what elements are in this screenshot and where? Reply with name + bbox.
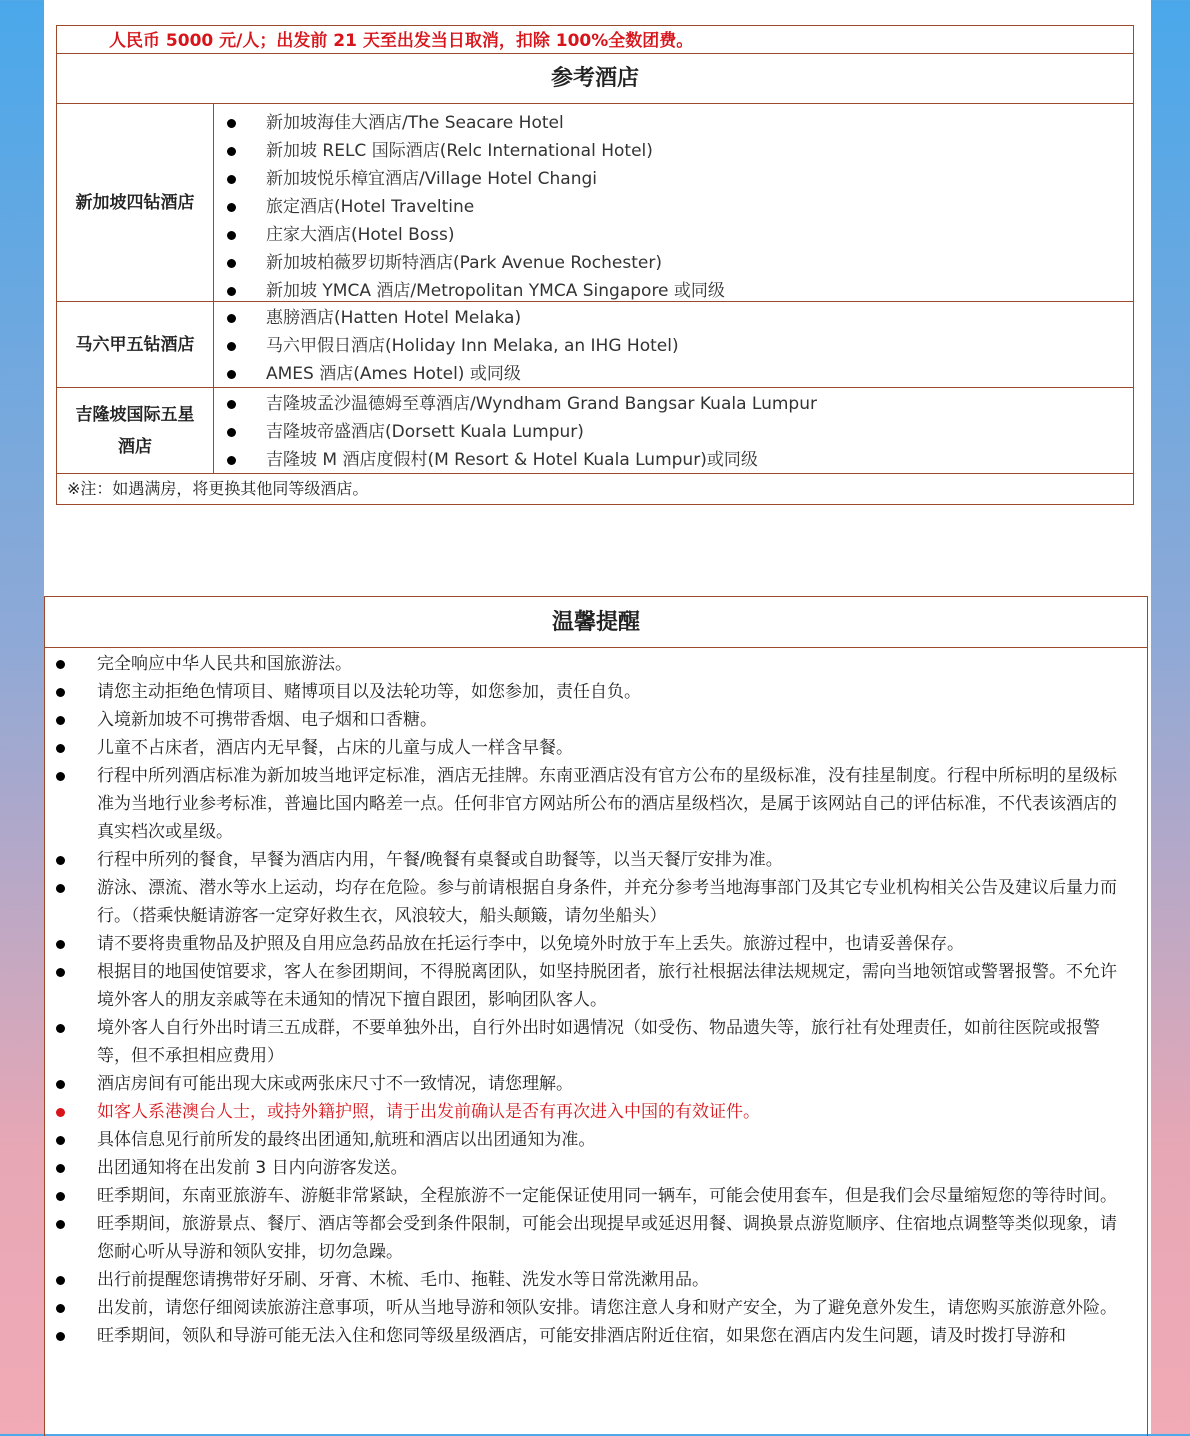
bullet-icon: [56, 1108, 65, 1117]
tip-text: 出发前，请您仔细阅读旅游注意事项，听从当地导游和领队安排。请您注意人身和财产安全，为了避免意外发生，请您购买旅游意外险。: [97, 1298, 1117, 1318]
hotel-list-item: [214, 137, 1133, 165]
bullet-icon: [56, 968, 65, 977]
bullet-icon: [56, 688, 65, 697]
tip-text: 旺季期间，旅游景点、餐厅、酒店等都会受到条件限制，可能会出现提早或延迟用餐、调换景点游览顺序、住宿地点调整等类似现象，请您耐心听从导游和领队安排，切勿急躁。: [97, 1214, 1117, 1262]
tips-list: [45, 648, 1147, 1350]
hotel-group-name: 吉隆坡国际五星酒店: [57, 388, 214, 473]
hotel-group-melaka: [57, 302, 1133, 388]
hotel-list-item: [214, 277, 1133, 305]
hotel-group-singapore: [57, 104, 1133, 302]
hotel-list-item: [214, 332, 1133, 360]
hotel-name: AMES 酒店(Ames Hotel) 或同级: [266, 364, 521, 384]
hotel-list: [214, 302, 1133, 387]
bullet-icon: [227, 147, 236, 156]
tip-text: 入境新加坡不可携带香烟、电子烟和口香糖。: [97, 710, 437, 730]
tip-text: 旺季期间，东南亚旅游车、游艇非常紧缺，全程旅游不一定能保证使用同一辆车，可能会使用套车，但是我们会尽量缩短您的等待时间。: [97, 1186, 1117, 1206]
bullet-icon: [56, 1276, 65, 1285]
tip-text: 具体信息见行前所发的最终出团通知,航班和酒店以出团通知为准。: [97, 1130, 596, 1150]
hotel-name: 马六甲假日酒店(Holiday Inn Melaka, an IHG Hotel): [266, 336, 679, 356]
hotel-name: 新加坡 YMCA 酒店/Metropolitan YMCA Singapore 或同级: [266, 281, 725, 301]
bullet-icon: [227, 370, 236, 379]
tip-item: [45, 762, 1147, 846]
tip-text: 行程中所列的餐食，早餐为酒店内用，午餐/晚餐有桌餐或自助餐等，以当天餐厅安排为准。: [97, 850, 783, 870]
tip-text: 儿童不占床者，酒店内无早餐，占床的儿童与成人一样含早餐。: [97, 738, 573, 758]
hotel-list-item: [214, 221, 1133, 249]
tip-item: [45, 1266, 1147, 1294]
bullet-icon: [56, 1192, 65, 1201]
tip-text: 完全响应中华人民共和国旅游法。: [97, 654, 352, 674]
tip-item: [45, 1322, 1147, 1350]
hotel-list: [214, 388, 1133, 473]
bullet-icon: [227, 314, 236, 323]
bullet-icon: [227, 259, 236, 268]
bullet-icon: [227, 203, 236, 212]
hotel-name: 吉隆坡 M 酒店度假村(M Resort & Hotel Kuala Lumpur)或同级: [266, 450, 758, 470]
hotel-name: 惠膀酒店(Hatten Hotel Melaka): [266, 308, 522, 328]
tip-text: 酒店房间有可能出现大床或两张床尺寸不一致情况，请您理解。: [97, 1074, 573, 1094]
tip-item: [45, 930, 1147, 958]
bullet-icon: [56, 1220, 65, 1229]
tip-text: 行程中所列酒店标准为新加坡当地评定标准，酒店无挂牌。东南亚酒店没有官方公布的星级标准，没有挂星制度。行程中所标明的星级标准为当地行业参考标准，普遍比国内略差一点。任何非官方网站所公布的酒店星级档次，是属于该网站自己的评估标准，不代表该酒店的真实档次或星级。: [97, 766, 1117, 842]
tip-text: 旺季期间，领队和导游可能无法入住和您同等级星级酒店，可能安排酒店附近住宿，如果您在酒店内发生问题，请及时拨打导游和: [97, 1326, 1066, 1346]
hotel-list-item: [214, 390, 1133, 418]
bullet-icon: [227, 231, 236, 240]
tip-text: 根据目的地国使馆要求，客人在参团期间，不得脱离团队，如坚持脱团者，旅行社根据法律法规规定，需向当地领馆或警署报警。不允许境外客人的朋友亲戚等在未通知的情况下擅自跟团，影响团队客人。: [97, 962, 1117, 1010]
tip-item: [45, 706, 1147, 734]
hotel-group-kuala-lumpur: [57, 388, 1133, 474]
tip-item: [45, 1210, 1147, 1266]
hotel-list: [214, 104, 1133, 301]
bullet-icon: [227, 175, 236, 184]
bullet-icon: [56, 856, 65, 865]
bullet-icon: [227, 119, 236, 128]
tip-text: 请您主动拒绝色情项目、赌博项目以及法轮功等，如您参加，责任自负。: [97, 682, 641, 702]
bullet-icon: [227, 342, 236, 351]
bullet-icon: [56, 1164, 65, 1173]
hotel-table-title: 参考酒店: [57, 54, 1133, 104]
tip-item: [45, 846, 1147, 874]
hotel-name: 新加坡 RELC 国际酒店(Relc International Hotel): [266, 141, 653, 161]
tip-text: 请不要将贵重物品及护照及自用应急药品放在托运行李中，以免境外时放于车上丢失。旅游过程中，也请妥善保存。: [97, 934, 964, 954]
tip-item: [45, 1182, 1147, 1210]
tip-item: [45, 678, 1147, 706]
hotel-list-item: [214, 304, 1133, 332]
price-cancellation-notice: 人民币 5000 元/人；出发前 21 天至出发当日取消，扣除 100%全数团费。: [57, 26, 1133, 54]
bullet-icon: [56, 1080, 65, 1089]
bullet-icon: [227, 400, 236, 409]
tip-item: [45, 650, 1147, 678]
tip-item: [45, 874, 1147, 930]
bullet-icon: [56, 1024, 65, 1033]
tip-text: 游泳、漂流、潜水等水上运动，均存在危险。参与前请根据自身条件，并充分参考当地海事部门及其它专业机构相关公告及建议后量力而行。（搭乘快艇请游客一定穿好救生衣，风浪较大，船头颠簸，请勿坐船头）: [97, 878, 1117, 926]
bullet-icon: [56, 716, 65, 725]
tips-box: [44, 596, 1148, 1436]
bullet-icon: [227, 287, 236, 296]
tip-text: 出团通知将在出发前 3 日内向游客发送。: [97, 1158, 408, 1178]
tips-title: 温馨提醒: [45, 597, 1147, 648]
bullet-icon: [56, 744, 65, 753]
document-page: [44, 0, 1151, 1434]
hotel-group-name: 新加坡四钻酒店: [57, 104, 214, 301]
tip-item: [45, 1294, 1147, 1322]
bullet-icon: [56, 772, 65, 781]
bullet-icon: [227, 456, 236, 465]
hotel-list-item: [214, 193, 1133, 221]
hotel-name: 吉隆坡帝盛酒店(Dorsett Kuala Lumpur): [266, 422, 584, 442]
tip-item: [45, 958, 1147, 1014]
hotel-list-item: [214, 109, 1133, 137]
tip-item: [45, 1126, 1147, 1154]
hotel-name: 新加坡海佳大酒店/The Seacare Hotel: [266, 113, 564, 133]
hotel-name: 庄家大酒店(Hotel Boss): [266, 225, 455, 245]
hotel-list-item: [214, 418, 1133, 446]
bullet-icon: [227, 428, 236, 437]
hotel-list-item: [214, 446, 1133, 474]
hotel-table: [56, 25, 1134, 505]
bullet-icon: [56, 884, 65, 893]
hotel-note: ※注：如遇满房，将更换其他同等级酒店。: [67, 479, 369, 498]
bullet-icon: [56, 660, 65, 669]
hotel-list-item: [214, 360, 1133, 388]
tip-item: [45, 1154, 1147, 1182]
tip-item: [45, 734, 1147, 762]
tip-item: [45, 1014, 1147, 1070]
tip-text: 如客人系港澳台人士，或持外籍护照，请于出发前确认是否有再次进入中国的有效证件。: [97, 1102, 760, 1122]
tip-text: 境外客人自行外出时请三五成群，不要单独外出，自行外出时如遇情况（如受伤、物品遗失等，旅行社有处理责任，如前往医院或报警等，但不承担相应费用）: [97, 1018, 1100, 1066]
bullet-icon: [56, 1332, 65, 1341]
hotel-list-item: [214, 165, 1133, 193]
tip-item: [45, 1098, 1147, 1126]
hotel-name: 新加坡悦乐樟宜酒店/Village Hotel Changi: [266, 169, 598, 189]
hotel-name: 新加坡柏薇罗切斯特酒店(Park Avenue Rochester): [266, 253, 662, 273]
hotel-group-name: 马六甲五钻酒店: [57, 302, 214, 387]
tip-text: 出行前提醒您请携带好牙刷、牙膏、木梳、毛巾、拖鞋、洗发水等日常洗漱用品。: [97, 1270, 709, 1290]
hotel-name: 旅定酒店(Hotel Traveltine: [266, 197, 475, 217]
hotel-name: 吉隆坡孟沙温德姆至尊酒店/Wyndham Grand Bangsar Kuala Lumpur: [266, 394, 817, 414]
bullet-icon: [56, 940, 65, 949]
bullet-icon: [56, 1136, 65, 1145]
hotel-list-item: [214, 249, 1133, 277]
bullet-icon: [56, 1304, 65, 1313]
tip-item: [45, 1070, 1147, 1098]
